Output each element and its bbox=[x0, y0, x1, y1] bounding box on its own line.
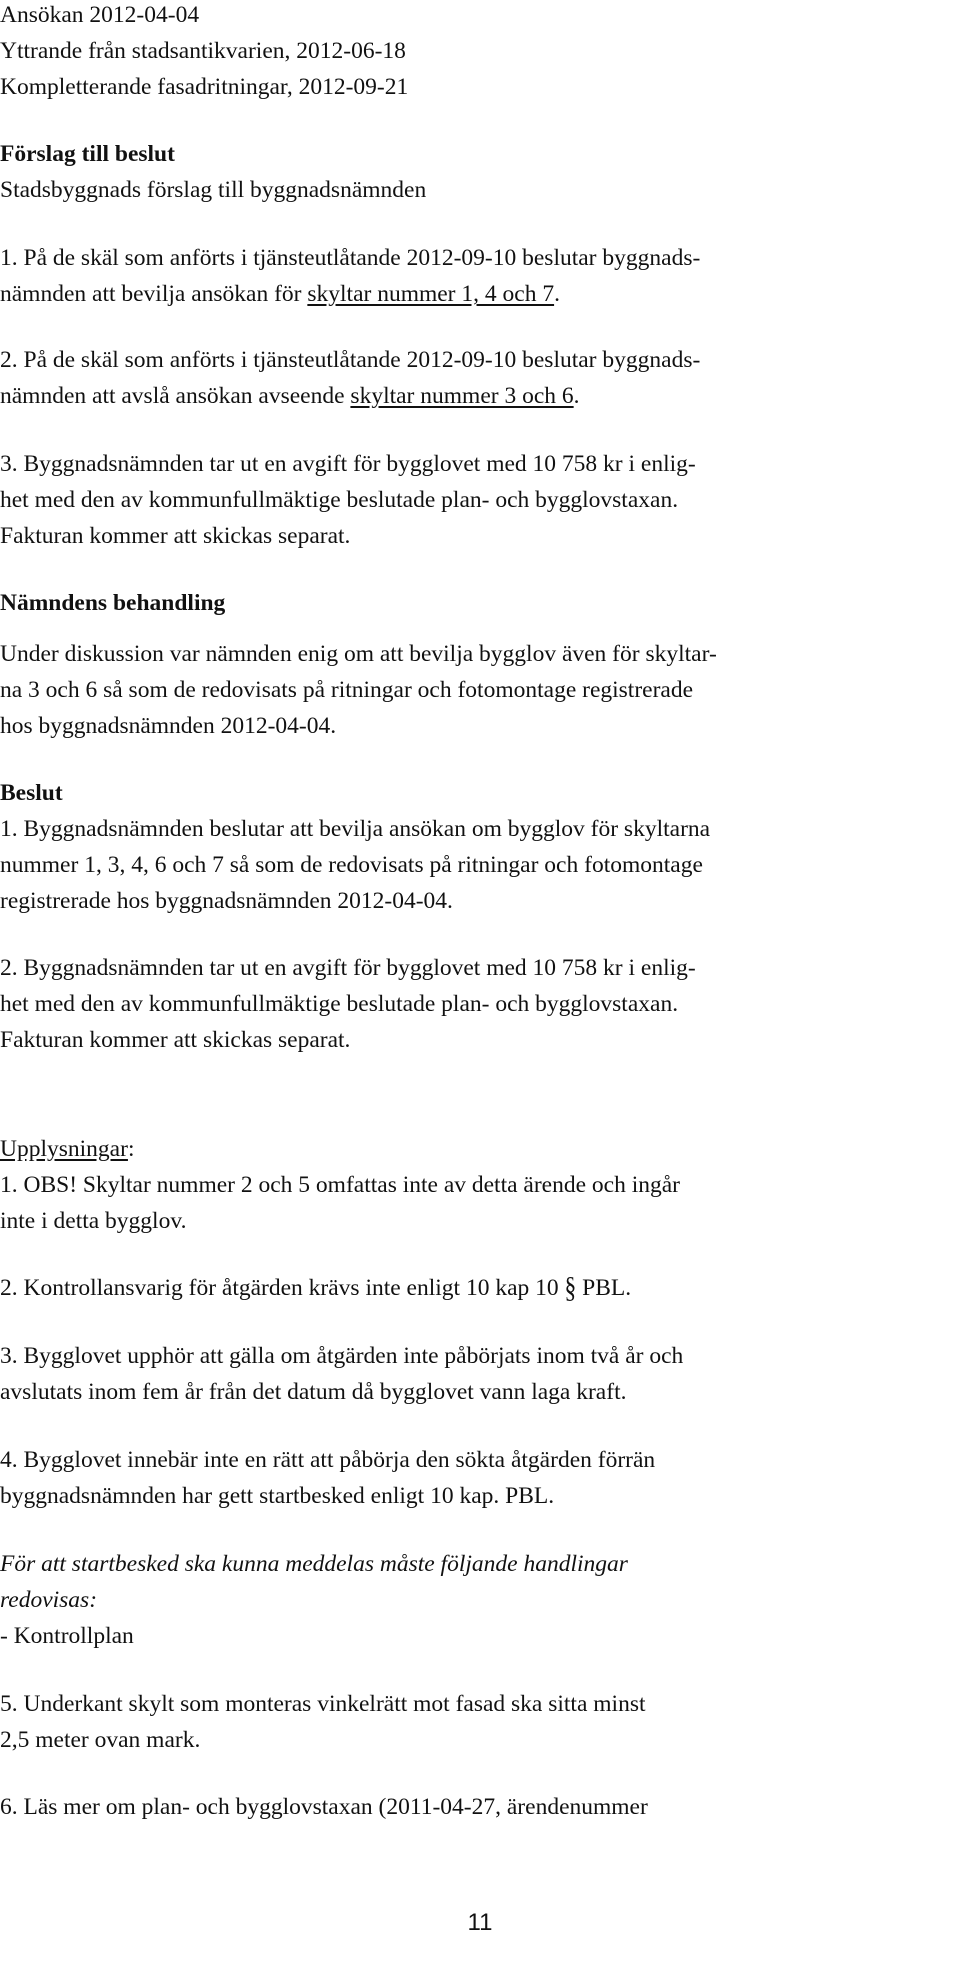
forslag-p1-line1: 1. På de skäl som anförts i tjänsteutlåtande 2012-09-10 beslutar byggnads- bbox=[0, 245, 701, 271]
header-line-3: Kompletterande fasadritningar, 2012-09-21 bbox=[0, 74, 409, 100]
upplysning-3-line2: avslutats inom fem år från det datum då bygglovet vann laga kraft. bbox=[0, 1379, 627, 1405]
upplysningar-heading: Upplysningar: bbox=[0, 1136, 135, 1162]
behandling-line3: hos byggnadsnämnden 2012-04-04. bbox=[0, 713, 337, 739]
header-line-2: Yttrande från stadsantikvarien, 2012-06-18 bbox=[0, 38, 406, 64]
upplysning-1-line2: inte i detta bygglov. bbox=[0, 1208, 187, 1234]
forslag-p1-line2: nämnden att bevilja ansökan för skyltar nummer 1, 4 och 7. bbox=[0, 281, 560, 307]
beslut-p1-line2: nummer 1, 3, 4, 6 och 7 så som de redovisats på ritningar och fotomontage bbox=[0, 852, 703, 878]
kontrollplan-bullet: - Kontrollplan bbox=[0, 1623, 134, 1649]
forslag-subheading: Stadsbyggnads förslag till byggnadsnämnden bbox=[0, 177, 427, 203]
upplysning-3-line1: 3. Bygglovet upphör att gälla om åtgärden inte påbörjats inom två år och bbox=[0, 1343, 684, 1369]
beslut-p2-line1: 2. Byggnadsnämnden tar ut en avgift för bygglovet med 10 758 kr i enlig- bbox=[0, 955, 696, 981]
header-line-1: Ansökan 2012-04-04 bbox=[0, 2, 200, 28]
behandling-heading: Nämndens behandling bbox=[0, 590, 226, 616]
skyltar-link-1-4-7: skyltar nummer 1, 4 och 7 bbox=[307, 281, 555, 307]
behandling-line2: na 3 och 6 så som de redovisats på ritningar och fotomontage registrerade bbox=[0, 677, 694, 703]
behandling-line1: Under diskussion var nämnden enig om att bevilja bygglov även för skyltar- bbox=[0, 641, 717, 667]
beslut-p1-line1: 1. Byggnadsnämnden beslutar att bevilja ansökan om bygglov för skyltarna bbox=[0, 816, 711, 842]
page-number: 11 bbox=[467, 1909, 493, 1936]
beslut-heading: Beslut bbox=[0, 780, 63, 806]
upplysning-4-line1: 4. Bygglovet innebär inte en rätt att påbörja den sökta åtgärden förrän bbox=[0, 1447, 656, 1473]
upplysning-4-line2: byggnadsnämnden har gett startbesked enligt 10 kap. PBL. bbox=[0, 1483, 555, 1509]
forslag-heading: Förslag till beslut bbox=[0, 141, 175, 167]
forslag-p2-line2: nämnden att avslå ansökan avseende skyltar nummer 3 och 6. bbox=[0, 383, 580, 409]
upplysning-1-line1: 1. OBS! Skyltar nummer 2 och 5 omfattas inte av detta ärende och ingår bbox=[0, 1172, 681, 1198]
upplysning-6-line1: 6. Läs mer om plan- och bygglovstaxan (2011-04-27, ärendenummer bbox=[0, 1794, 648, 1820]
forslag-p3-line3: Fakturan kommer att skickas separat. bbox=[0, 523, 351, 549]
upplysning-2: 2. Kontrollansvarig för åtgärden krävs inte enligt 10 kap 10 § PBL. bbox=[0, 1270, 631, 1306]
upplysning-5-line2: 2,5 meter ovan mark. bbox=[0, 1727, 201, 1753]
upplysning-5-line1: 5. Underkant skylt som monteras vinkelrätt mot fasad ska sitta minst bbox=[0, 1691, 646, 1717]
startbesked-note-line1: För att startbesked ska kunna meddelas måste följande handlingar bbox=[0, 1551, 628, 1577]
beslut-p1-line3: registrerade hos byggnadsnämnden 2012-04-04. bbox=[0, 888, 453, 914]
forslag-p2-line1: 2. På de skäl som anförts i tjänsteutlåtande 2012-09-10 beslutar byggnads- bbox=[0, 347, 701, 373]
beslut-p2-line2: het med den av kommunfullmäktige beslutade plan- och bygglovstaxan. bbox=[0, 991, 679, 1017]
beslut-p2-line3: Fakturan kommer att skickas separat. bbox=[0, 1027, 351, 1053]
forslag-p3-line2: het med den av kommunfullmäktige beslutade plan- och bygglovstaxan. bbox=[0, 487, 679, 513]
paragraph-sign: § bbox=[564, 1271, 577, 1305]
startbesked-note-line2: redovisas: bbox=[0, 1587, 98, 1613]
skyltar-link-3-6: skyltar nummer 3 och 6 bbox=[350, 383, 574, 409]
forslag-p3-line1: 3. Byggnadsnämnden tar ut en avgift för bygglovet med 10 758 kr i enlig- bbox=[0, 451, 696, 477]
